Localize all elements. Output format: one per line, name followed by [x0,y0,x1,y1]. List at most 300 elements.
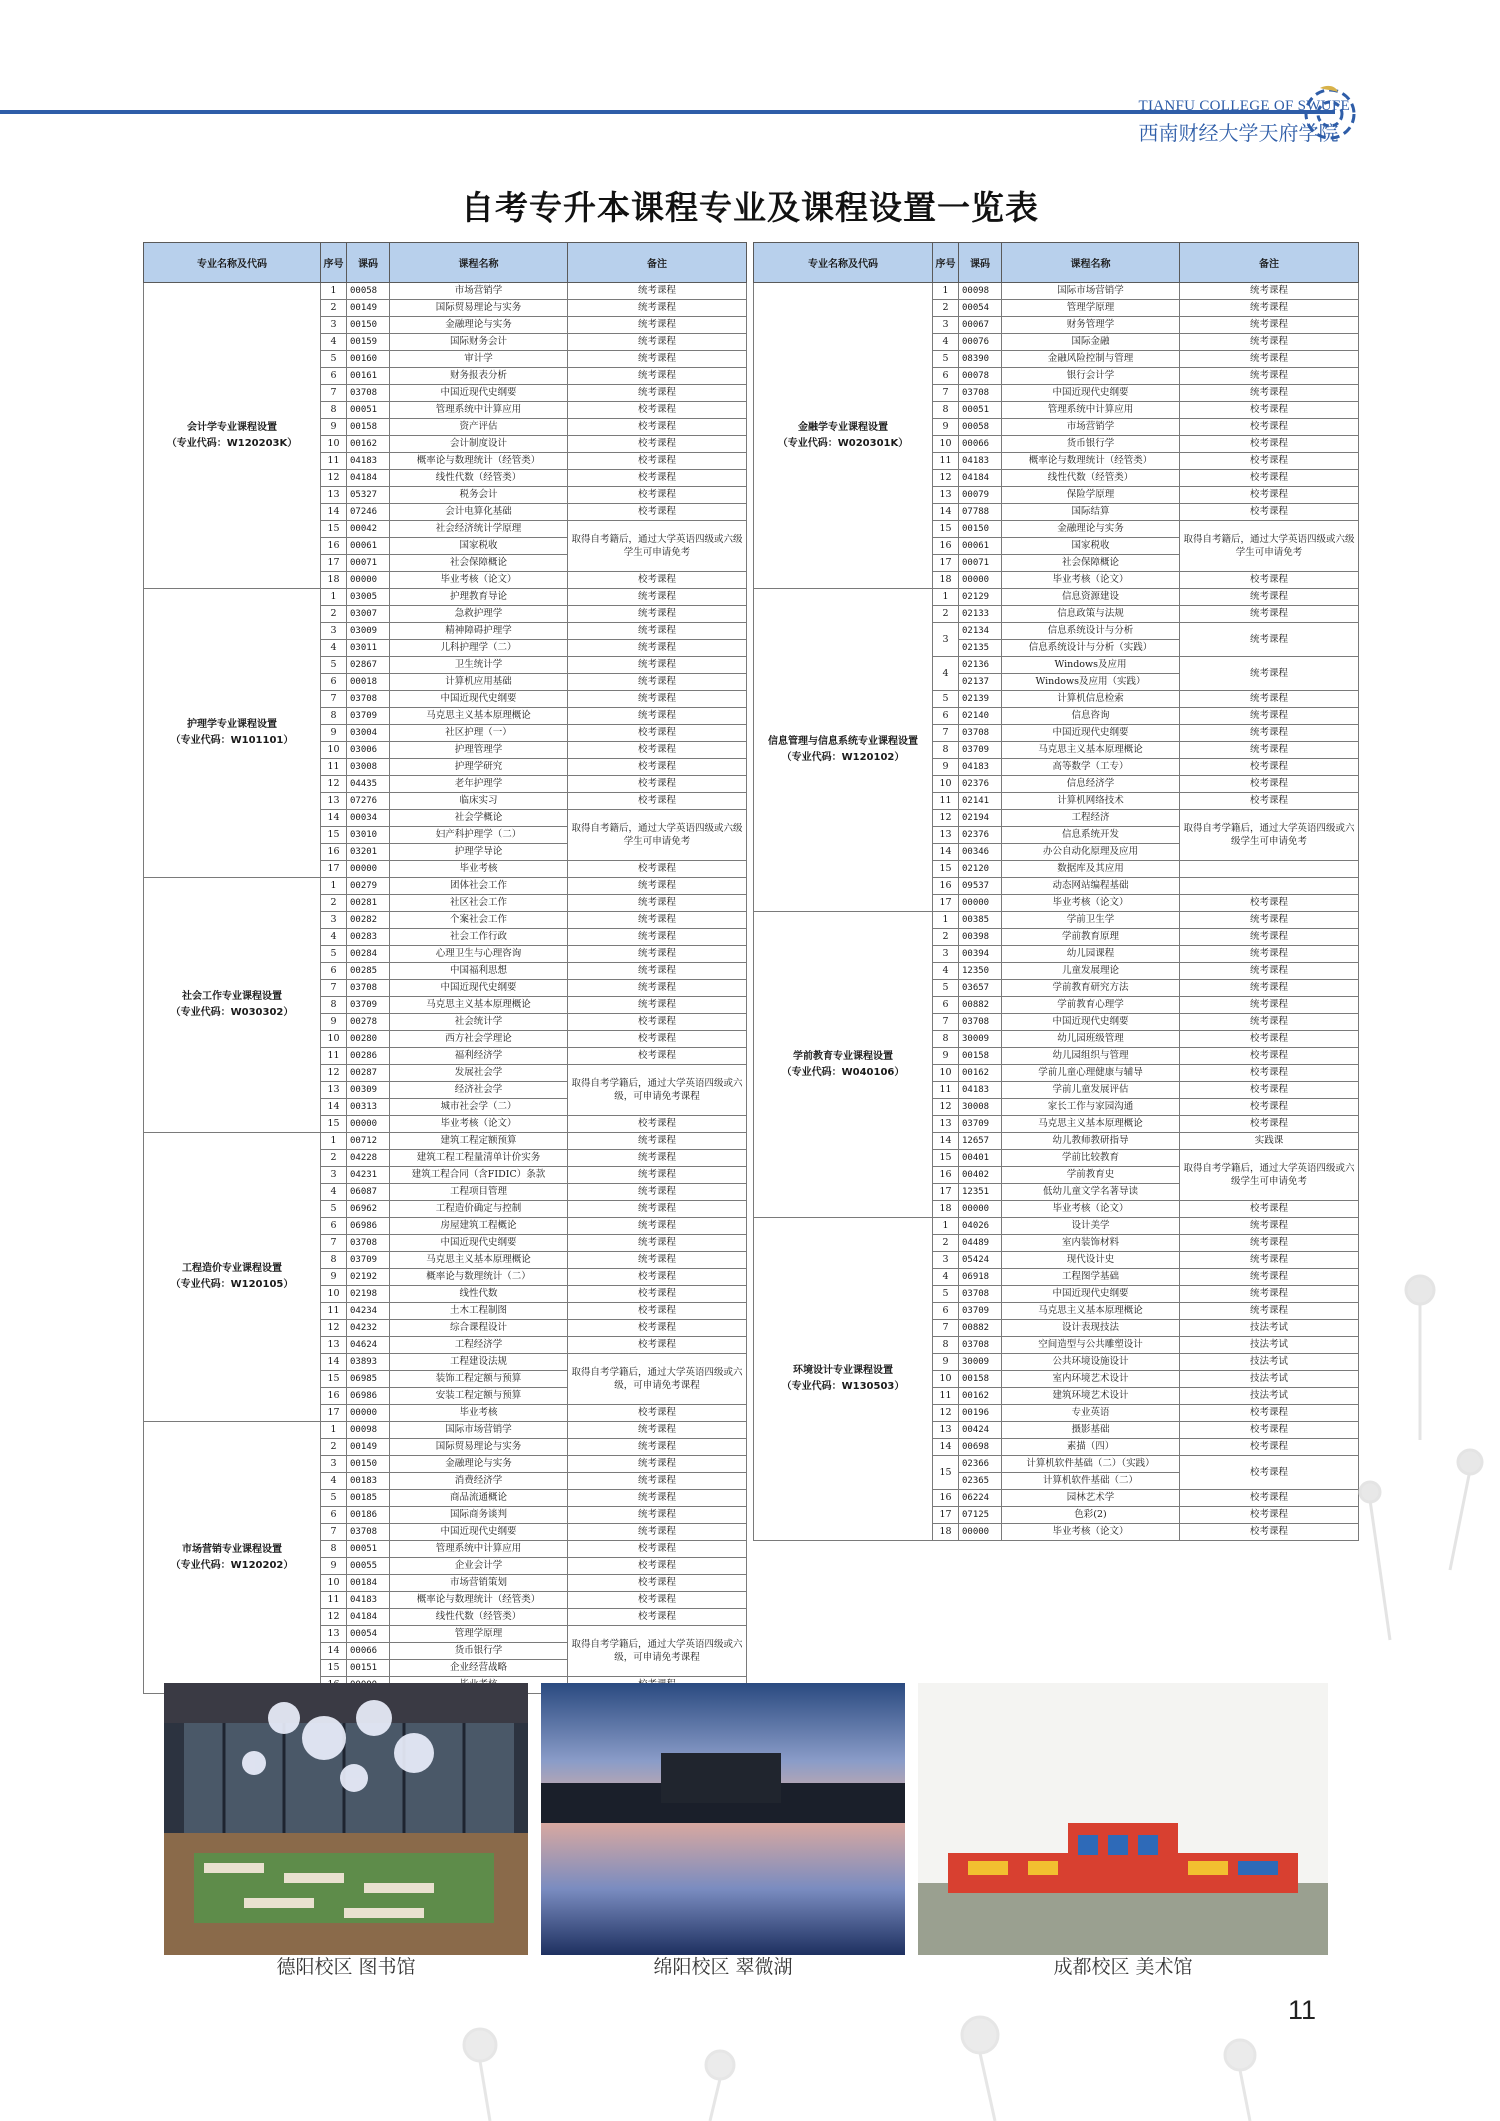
course-name: 幼儿园课程 [1002,946,1180,963]
left-course-table [143,242,746,1694]
note: 校考课程 [568,1320,747,1337]
seq-cell: 9 [933,1354,959,1371]
course-code: 04183 [959,453,1002,470]
course-code: 12351 [959,1184,1002,1201]
course-code: 03708 [347,691,390,708]
major-cell [144,589,321,878]
course-code: 00000 [959,895,1002,912]
course-code: 03708 [347,385,390,402]
note: 统考课程 [1180,589,1359,606]
course-name: 国际贸易理论与实务 [390,300,568,317]
course-code: 00158 [959,1371,1002,1388]
course-name: 金融理论与实务 [390,1456,568,1473]
seq-cell: 11 [321,1592,347,1609]
note: 统考课程 [568,878,747,895]
seq-cell: 11 [933,453,959,470]
course-name: 学前教育史 [1002,1167,1180,1184]
seq-cell: 6 [933,368,959,385]
note: 校考课程 [568,1303,747,1320]
course-name: 概率论与数理统计（二） [390,1269,568,1286]
course-code: 00061 [347,538,390,555]
course-code: 02198 [347,1286,390,1303]
course-code: 00424 [959,1422,1002,1439]
note: 校考课程 [568,1337,747,1354]
note: 校考课程 [568,1116,747,1133]
seq-cell: 7 [933,725,959,742]
course-name: 概率论与数理统计（经管类） [390,1592,568,1609]
major-code: （专业代码：W120105） [170,1279,294,1290]
course-name: 园林艺术学 [1002,1490,1180,1507]
course-code: 00281 [347,895,390,912]
course-code: 05327 [347,487,390,504]
course-name: 概率论与数理统计（经管类） [390,453,568,470]
major-code: （专业代码：W030302） [170,1007,294,1018]
seq-cell: 15 [933,1456,959,1490]
note: 统考课程 [568,1473,747,1490]
note: 校考课程 [1180,759,1359,776]
seq-cell: 4 [933,963,959,980]
course-name: 计算机网络技术 [1002,793,1180,810]
note: 校考课程 [1180,1099,1359,1116]
course-name: 毕业考核（论文） [1002,1201,1180,1218]
library-photo [164,1683,528,1955]
note: 统考课程 [1180,1286,1359,1303]
course-name: 信息政策与法规 [1002,606,1180,623]
major-cell [144,1133,321,1422]
seq-cell: 7 [933,1320,959,1337]
seq-cell: 4 [933,334,959,351]
seq-cell: 6 [933,997,959,1014]
course-code: 00398 [959,929,1002,946]
course-code: 03893 [347,1354,390,1371]
note: 统考课程 [568,1507,747,1524]
course-code: 30009 [959,1354,1002,1371]
seq-cell: 1 [321,589,347,606]
seq-cell: 3 [321,623,347,640]
course-code: 00079 [959,487,1002,504]
table-row [754,283,1359,300]
note: 统考课程 [568,946,747,963]
note: 统考课程 [568,1150,747,1167]
course-name: 中国近现代史纲要 [390,691,568,708]
course-code: 00151 [347,1660,390,1677]
seq-cell: 10 [321,436,347,453]
major-code: （专业代码：W120202） [170,1559,294,1571]
seq-cell: 9 [933,759,959,776]
major-code: （专业代码：W040106） [781,1066,905,1078]
course-name: 心理卫生与心理咨询 [390,946,568,963]
course-name: 室内装饰材料 [1002,1235,1180,1252]
course-name: 建筑工程合同（含FIDIC）条款 [390,1167,568,1184]
header-code: 课码 [959,243,1002,283]
note: 校考课程 [568,1269,747,1286]
seq-cell: 16 [933,1167,959,1184]
course-code: 03708 [959,1286,1002,1303]
header-note: 备注 [1180,243,1359,283]
course-name: 市场营销学 [1002,419,1180,436]
seq-cell: 3 [933,317,959,334]
seq-cell: 8 [321,708,347,725]
course-code: 00162 [347,436,390,453]
seq-cell: 10 [321,1031,347,1048]
seq-cell: 2 [321,1150,347,1167]
note: 校考课程 [568,402,747,419]
course-code: 00346 [959,844,1002,861]
seq-cell: 15 [321,521,347,538]
seq-cell: 5 [933,691,959,708]
course-name: 工程造价确定与控制 [390,1201,568,1218]
seq-cell: 10 [933,1371,959,1388]
course-name: 设计美学 [1002,1218,1180,1235]
seq-cell: 14 [321,1099,347,1116]
course-code: 00283 [347,929,390,946]
course-name: 护理管理学 [390,742,568,759]
course-name: 摄影基础 [1002,1422,1180,1439]
course-code: 00000 [347,861,390,878]
course-name: 学前儿童心理健康与辅导 [1002,1065,1180,1082]
course-name: 审计学 [390,351,568,368]
seq-cell: 2 [933,606,959,623]
note-cell: 取得自考学籍后，通过大学英语四级或六级，可申请免考课程 [568,1626,747,1677]
right-course-table [753,242,1358,1541]
course-name: Windows及应用（实践） [1002,674,1180,691]
course-name: 银行会计学 [1002,368,1180,385]
seq-cell: 5 [933,1286,959,1303]
major-cell [144,283,321,589]
course-code: 00000 [959,572,1002,589]
seq-cell: 4 [321,334,347,351]
note: 统考课程 [568,606,747,623]
major-name: 环境设计专业课程设置 [793,1365,893,1376]
course-code: 04184 [347,1609,390,1626]
note: 校考课程 [1180,419,1359,436]
header-name: 课程名称 [390,243,568,283]
seq-cell: 6 [321,368,347,385]
course-code: 00401 [959,1150,1002,1167]
seq-cell: 1 [933,589,959,606]
course-code: 00071 [347,555,390,572]
course-code: 04435 [347,776,390,793]
note: 校考课程 [568,742,747,759]
seq-cell: 9 [321,1014,347,1031]
course-name: 信息咨询 [1002,708,1180,725]
note: 统考课程 [1180,997,1359,1014]
course-code: 00882 [959,997,1002,1014]
course-name: 国家税收 [1002,538,1180,555]
note: 校考课程 [1180,487,1359,504]
course-name: 幼儿园班级管理 [1002,1031,1180,1048]
major-cell [754,589,933,912]
course-code: 04184 [347,470,390,487]
course-name: 福利经济学 [390,1048,568,1065]
note: 校考课程 [1180,572,1359,589]
seq-cell: 7 [321,385,347,402]
course-name: 信息资源建设 [1002,589,1180,606]
course-code: 00150 [347,317,390,334]
seq-cell: 2 [321,300,347,317]
seq-cell: 14 [321,1643,347,1660]
note: 统考课程 [568,385,747,402]
course-code: 03201 [347,844,390,861]
course-name: 税务会计 [390,487,568,504]
note: 校考课程 [568,1014,747,1031]
course-name: 毕业考核（论文） [1002,1524,1180,1541]
seq-cell: 3 [321,1167,347,1184]
bottom-dandelion-watermark-icon [420,1985,1320,2121]
course-code: 06986 [347,1388,390,1405]
seq-cell: 12 [933,1405,959,1422]
note: 校考课程 [568,1286,747,1303]
course-code: 06087 [347,1184,390,1201]
course-code: 02133 [959,606,1002,623]
course-name: 工程经济学 [390,1337,568,1354]
seq-cell: 15 [321,1116,347,1133]
course-name: 中国近现代史纲要 [390,980,568,997]
note: 统考课程 [568,1490,747,1507]
note: 技法考试 [1180,1320,1359,1337]
course-name: 中国近现代史纲要 [1002,385,1180,402]
course-code: 04184 [959,470,1002,487]
seq-cell: 2 [321,1439,347,1456]
course-name: 毕业考核（论文） [390,572,568,589]
course-name: 幼儿园组织与管理 [1002,1048,1180,1065]
seq-cell: 5 [321,657,347,674]
course-name: 国际贸易理论与实务 [390,1439,568,1456]
course-code: 02136 [959,657,1002,674]
course-code: 03709 [347,997,390,1014]
course-name: 社区护理（一） [390,725,568,742]
course-code: 03708 [347,1524,390,1541]
seq-cell: 6 [933,1303,959,1320]
course-name: 色彩(2) [1002,1507,1180,1524]
seq-cell: 7 [321,980,347,997]
note: 校考课程 [568,572,747,589]
course-name: 线性代数（经管类） [1002,470,1180,487]
seq-cell: 12 [321,470,347,487]
note: 统考课程 [1180,317,1359,334]
seq-cell: 16 [321,1388,347,1405]
seq-cell: 13 [933,1422,959,1439]
course-code: 00162 [959,1065,1002,1082]
course-name: 商品流通概论 [390,1490,568,1507]
course-code: 12657 [959,1133,1002,1150]
course-name: 学前教育原理 [1002,929,1180,946]
course-code: 02129 [959,589,1002,606]
course-name: 卫生统计学 [390,657,568,674]
note: 统考课程 [568,997,747,1014]
course-code: 04026 [959,1218,1002,1235]
course-name: 工程项目管理 [390,1184,568,1201]
course-code: 03708 [347,980,390,997]
table-row [754,1218,1359,1235]
seq-cell: 13 [321,1082,347,1099]
course-code: 03008 [347,759,390,776]
seq-cell: 2 [321,895,347,912]
course-code: 02365 [959,1473,1002,1490]
note: 统考课程 [1180,300,1359,317]
seq-cell: 5 [321,1201,347,1218]
course-name: 学前卫生学 [1002,912,1180,929]
course-code: 00051 [347,1541,390,1558]
seq-cell: 13 [321,1626,347,1643]
note: 统考课程 [1180,1235,1359,1252]
course-code: 00278 [347,1014,390,1031]
seq-cell: 12 [933,470,959,487]
course-code: 05424 [959,1252,1002,1269]
seq-cell: 3 [933,1252,959,1269]
course-name: 室内环境艺术设计 [1002,1371,1180,1388]
note: 统考课程 [1180,623,1359,657]
note: 统考课程 [568,1184,747,1201]
seq-cell: 11 [321,1303,347,1320]
note: 统考课程 [568,317,747,334]
note: 统考课程 [568,623,747,640]
seq-cell: 17 [321,555,347,572]
course-name: 工程建设法规 [390,1354,568,1371]
note: 统考课程 [568,929,747,946]
seq-cell: 12 [933,1099,959,1116]
seq-cell: 18 [933,1201,959,1218]
note: 校考课程 [568,504,747,521]
seq-cell: 17 [321,1405,347,1422]
major-cell [144,878,321,1133]
course-name: 中国近现代史纲要 [390,1524,568,1541]
course-name: 信息系统设计与分析 [1002,623,1180,640]
seq-cell: 18 [933,572,959,589]
note: 校考课程 [568,453,747,470]
course-code: 00000 [959,1524,1002,1541]
header-major: 专业名称及代码 [754,243,933,283]
note-cell: 取得自考籍后，通过大学英语四级或六级学生可申请免考 [568,521,747,572]
note: 校考课程 [1180,895,1359,912]
course-code: 02376 [959,776,1002,793]
course-code: 04489 [959,1235,1002,1252]
course-name: 计算机软件基础（二） [1002,1473,1180,1490]
course-name: 马克思主义基本原理概论 [390,1252,568,1269]
note: 校考课程 [568,793,747,810]
course-name: 中国福利思想 [390,963,568,980]
note: 统考课程 [1180,1303,1359,1320]
note: 统考课程 [568,334,747,351]
seq-cell: 4 [321,1184,347,1201]
course-code: 00054 [959,300,1002,317]
course-code: 00394 [959,946,1002,963]
major-code: （专业代码：W120203K） [166,437,298,449]
course-name: 计算机软件基础（二）（实践） [1002,1456,1180,1473]
seq-cell: 9 [321,419,347,436]
major-code: （专业代码：W020301K） [777,437,909,449]
seq-cell: 10 [933,436,959,453]
major-cell [754,283,933,589]
note: 校考课程 [1180,1065,1359,1082]
note: 校考课程 [568,759,747,776]
major-cell [754,912,933,1218]
note: 校考课程 [1180,1524,1359,1541]
seq-cell: 13 [933,487,959,504]
note: 统考课程 [1180,334,1359,351]
photo-caption-3: 成都校区 美术馆 [1053,1956,1193,1978]
course-code: 00000 [347,572,390,589]
note: 校考课程 [568,1048,747,1065]
note: 统考课程 [568,1201,747,1218]
note: 统考课程 [1180,929,1359,946]
course-name: 管理学原理 [390,1626,568,1643]
course-name: 毕业考核（论文） [390,1116,568,1133]
course-code: 04228 [347,1150,390,1167]
course-code: 00098 [347,1422,390,1439]
course-code: 00402 [959,1167,1002,1184]
course-name: 现代设计史 [1002,1252,1180,1269]
course-name: 社会保障概论 [1002,555,1180,572]
seq-cell: 8 [933,1337,959,1354]
course-name: 国际金融 [1002,334,1180,351]
note: 统考课程 [568,963,747,980]
course-name: 会计电算化基础 [390,504,568,521]
seq-cell: 2 [933,1235,959,1252]
course-code: 00066 [347,1643,390,1660]
course-code: 02137 [959,674,1002,691]
course-name: 儿童发展理论 [1002,963,1180,980]
seq-cell: 11 [933,793,959,810]
college-name-en: TIANFU COLLEGE OF SWUFE [1138,98,1350,114]
course-name: 马克思主义基本原理概论 [1002,742,1180,759]
note: 校考课程 [568,470,747,487]
major-cell [144,1422,321,1694]
course-name: 土木工程制图 [390,1303,568,1320]
seq-cell: 7 [321,1235,347,1252]
gallery-photo [918,1683,1328,1955]
seq-cell: 1 [321,283,347,300]
course-code: 00196 [959,1405,1002,1422]
seq-cell: 6 [933,708,959,725]
note: 技法考试 [1180,1371,1359,1388]
major-code: （专业代码：W101101） [170,735,294,746]
course-name: 管理系统中计算应用 [390,402,568,419]
course-code: 00183 [347,1473,390,1490]
note: 统考课程 [568,691,747,708]
seq-cell: 1 [321,878,347,895]
course-name: 毕业考核（论文） [1002,572,1180,589]
page-title: 自考专升本课程专业及课程设置一览表 [461,188,1039,227]
note: 统考课程 [1180,606,1359,623]
note: 统考课程 [568,368,747,385]
seq-cell: 14 [321,504,347,521]
seq-cell: 7 [933,385,959,402]
course-code: 04183 [347,453,390,470]
seq-cell: 16 [321,844,347,861]
course-name: 临床实习 [390,793,568,810]
note: 统考课程 [1180,385,1359,402]
course-code: 00150 [959,521,1002,538]
major-name: 学前教育专业课程设置 [793,1050,893,1062]
seq-cell: 11 [933,1082,959,1099]
header-rule [0,110,1335,114]
seq-cell: 15 [321,1371,347,1388]
course-name: 市场营销策划 [390,1575,568,1592]
course-name: 高等数学（工专） [1002,759,1180,776]
course-name: 信息系统设计与分析（实践） [1002,640,1180,657]
note: 校考课程 [1180,504,1359,521]
course-name: 团体社会工作 [390,878,568,895]
course-code: 07788 [959,504,1002,521]
seq-cell: 12 [321,1320,347,1337]
course-code: 04183 [959,1082,1002,1099]
seq-cell: 17 [321,861,347,878]
table-row [754,912,1359,929]
course-code: 00158 [959,1048,1002,1065]
course-code: 06962 [347,1201,390,1218]
course-name: 急救护理学 [390,606,568,623]
